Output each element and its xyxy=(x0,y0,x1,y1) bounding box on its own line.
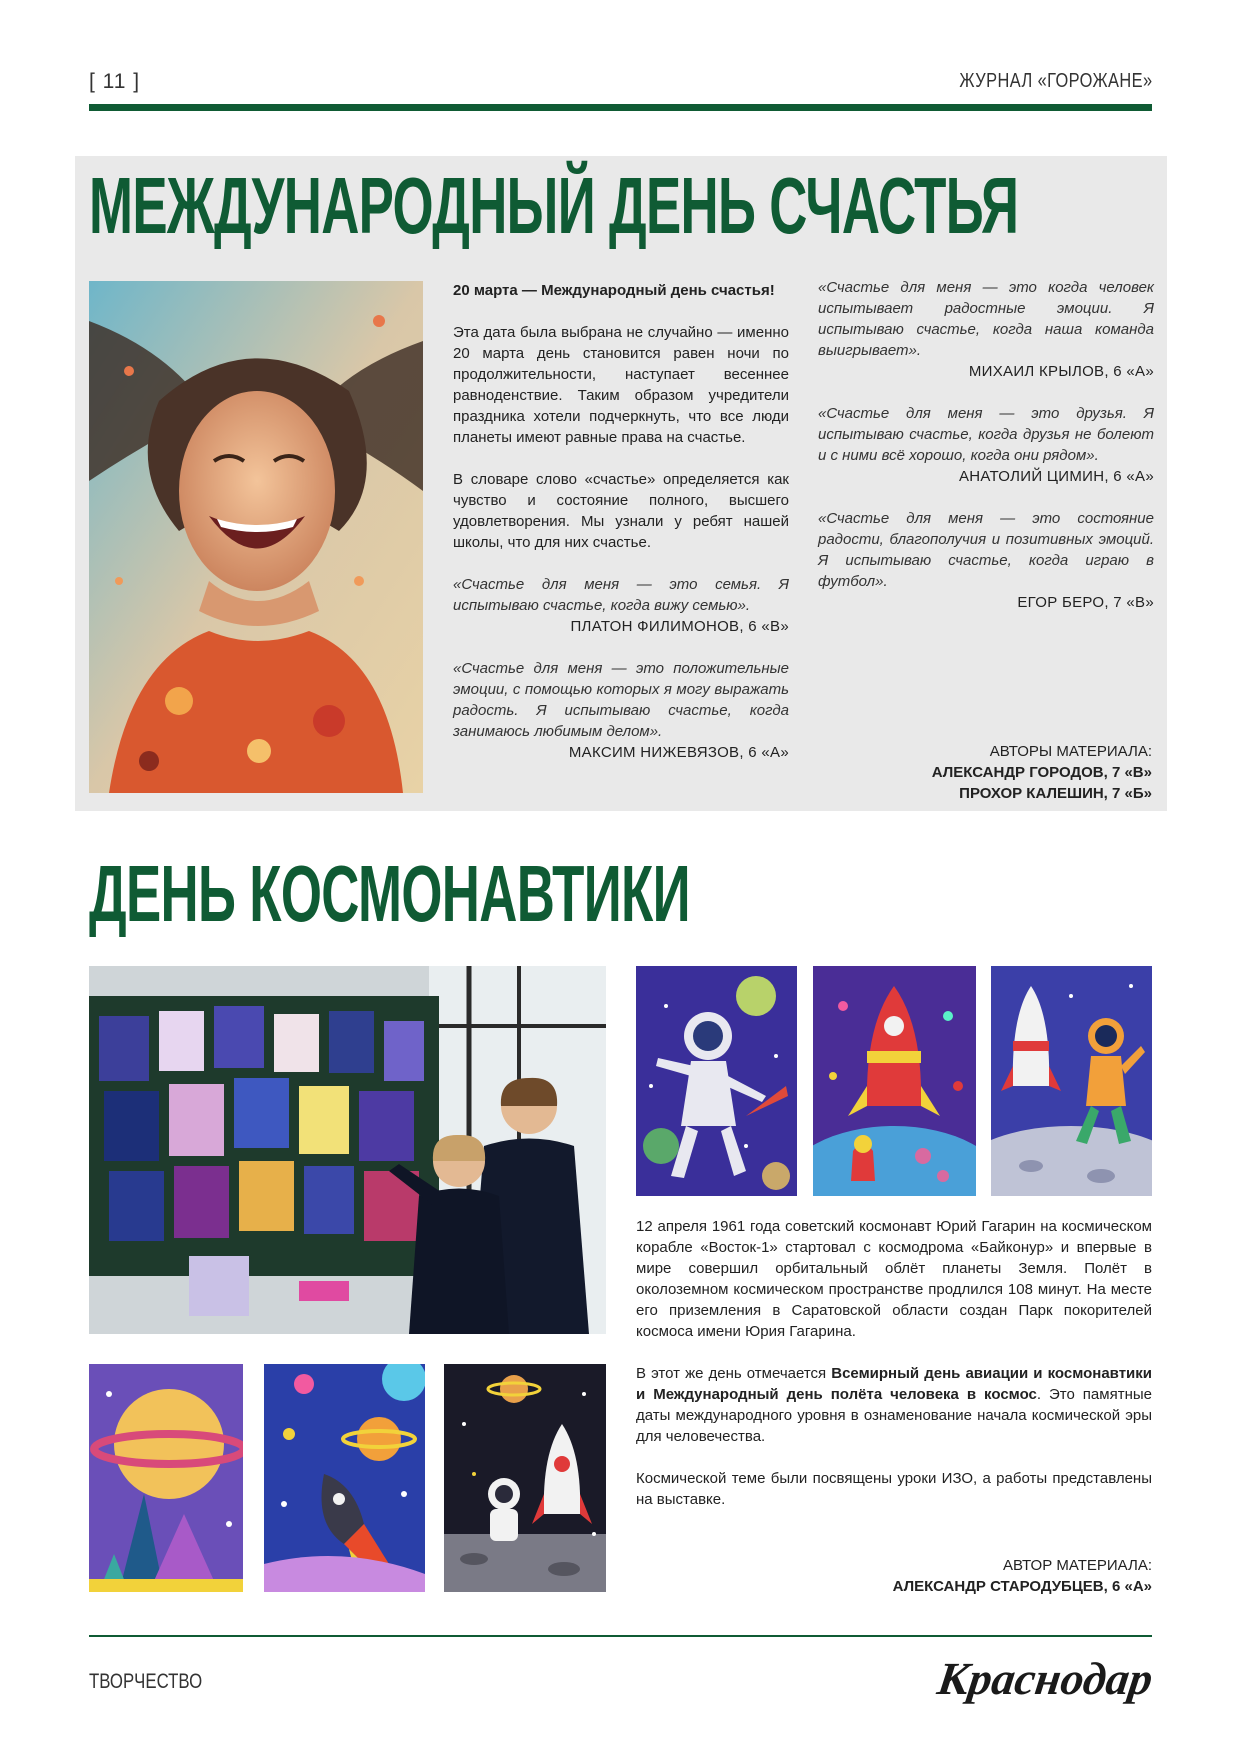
rocket-planets-drawing-image xyxy=(264,1364,425,1592)
author-name: АЛЕКСАНДР ГОРОДОВ, 7 «В» xyxy=(931,764,1152,781)
cosmonautics-title: ДЕНЬ КОСМОНАВТИКИ xyxy=(89,849,690,938)
authors-label: АВТОРЫ МАТЕРИАЛА: xyxy=(989,743,1152,760)
header-rule xyxy=(89,104,1152,111)
author-name: ПРОХОР КАЛЕШИН, 7 «Б» xyxy=(959,785,1152,802)
quote-text: «Счастье для меня — это положительные эмоции, с помощью которых я могу выражать радость. Я испытываю счастье, когда занимаюсь любимым делом». xyxy=(453,660,789,740)
exhibition-photo xyxy=(89,966,606,1334)
astronaut-drawing-image xyxy=(636,966,797,1196)
rocket-drawing-image xyxy=(813,966,976,1196)
happiness-lead: 20 марта — Международный день счастья! xyxy=(453,282,775,299)
cosmonautics-paragraph-3: Космической теме были посвящены уроки ИЗО, а работы представлены на выставке. xyxy=(636,1470,1152,1508)
quote-text: «Счастье для меня — это семья. Я испытываю счастье, когда вижу семью». xyxy=(453,576,789,614)
moon-astronaut-drawing-image xyxy=(991,966,1152,1196)
happiness-column-1 xyxy=(453,280,789,784)
happiness-paragraph-2: В словаре слово «счастье» определяется как чувство и состояние полного, высшего удовлетворения. Мы узнали у ребят нашей школы, что для них счастье. xyxy=(453,471,789,551)
happiness-column-2 xyxy=(818,277,1154,634)
moon-rocket-drawing-image xyxy=(444,1364,606,1592)
quote-author: МИХАИЛ КРЫЛОВ, 6 «А» xyxy=(968,363,1154,380)
author-name: АЛЕКСАНДР СТАРОДУБЦЕВ, 6 «А» xyxy=(892,1578,1152,1595)
quote-text: «Счастье для меня — это состояние радости, благополучия и позитивных эмоций. Я испытываю счастье, когда играю в футбол». xyxy=(818,510,1154,590)
krasnodar-logo: Краснодар xyxy=(934,1653,1156,1704)
quote-author: МАКСИМ НИЖЕВЯЗОВ, 6 «А» xyxy=(568,744,789,761)
quote-author: ЕГОР БЕРО, 7 «В» xyxy=(1017,594,1154,611)
paragraph-text: В этот же день отмечается xyxy=(636,1365,832,1382)
happiness-paragraph-1: Эта дата была выбрана не случайно — именно 20 марта день становится равен ночи по продолжительности, наступает весеннее равноденствие. Таким образом учредители праздника хотели подчеркнуть, что все люди планеты имеют равные права на счастье. xyxy=(453,324,789,446)
quote-text: «Счастье для меня — это друзья. Я испытываю счастье, когда друзья не болеют и с ними всё хорошо, когда они рядом». xyxy=(818,405,1154,464)
quote-author: ПЛАТОН ФИЛИМОНОВ, 6 «В» xyxy=(570,618,789,635)
page-number: [ 11 ] xyxy=(89,70,141,93)
magazine-name: ЖУРНАЛ «ГОРОЖАНЕ» xyxy=(958,70,1152,92)
author-label: АВТОР МАТЕРИАЛА: xyxy=(1003,1557,1152,1574)
happiness-authors xyxy=(932,741,1152,804)
girl-painting-image xyxy=(89,281,423,793)
cosmonautics-author xyxy=(893,1555,1152,1597)
cosmonautics-paragraph-2 xyxy=(636,1363,1152,1447)
quote-text: «Счастье для меня — это когда человек испытывает радостные эмоции. Я испытываю счастье, когда наша команда выигрывает». xyxy=(818,279,1154,359)
cosmonautics-text xyxy=(636,1216,1152,1531)
footer-rule xyxy=(89,1635,1152,1637)
section-name: ТВОРЧЕСТВО xyxy=(89,1670,203,1693)
cosmonautics-paragraph-1: 12 апреля 1961 года советский космонавт Юрий Гагарин на космическом корабле «Восток-1» стартовал с космодрома «Байконур» и впервые в мире совершил орбитальный облёт планеты Земля. Полёт в околоземном космическом пространстве продлился 108 минут. На месте его приземления в Саратовской области создан Парк покорителей космоса имени Юрия Гагарина. xyxy=(636,1218,1152,1340)
saturn-drawing-image xyxy=(89,1364,243,1592)
paragraph-text: . Это памятные даты международного уровня в ознаменование начала космической эры для человечества. xyxy=(636,1386,1152,1445)
quote-author: АНАТОЛИЙ ЦИМИН, 6 «А» xyxy=(958,468,1154,485)
happiness-title: МЕЖДУНАРОДНЫЙ ДЕНЬ СЧАСТЬЯ xyxy=(89,161,1019,250)
paragraph-bold-text: Всемирный день авиации и космонавтики и Международный день полёта человека в космос xyxy=(636,1365,1153,1403)
